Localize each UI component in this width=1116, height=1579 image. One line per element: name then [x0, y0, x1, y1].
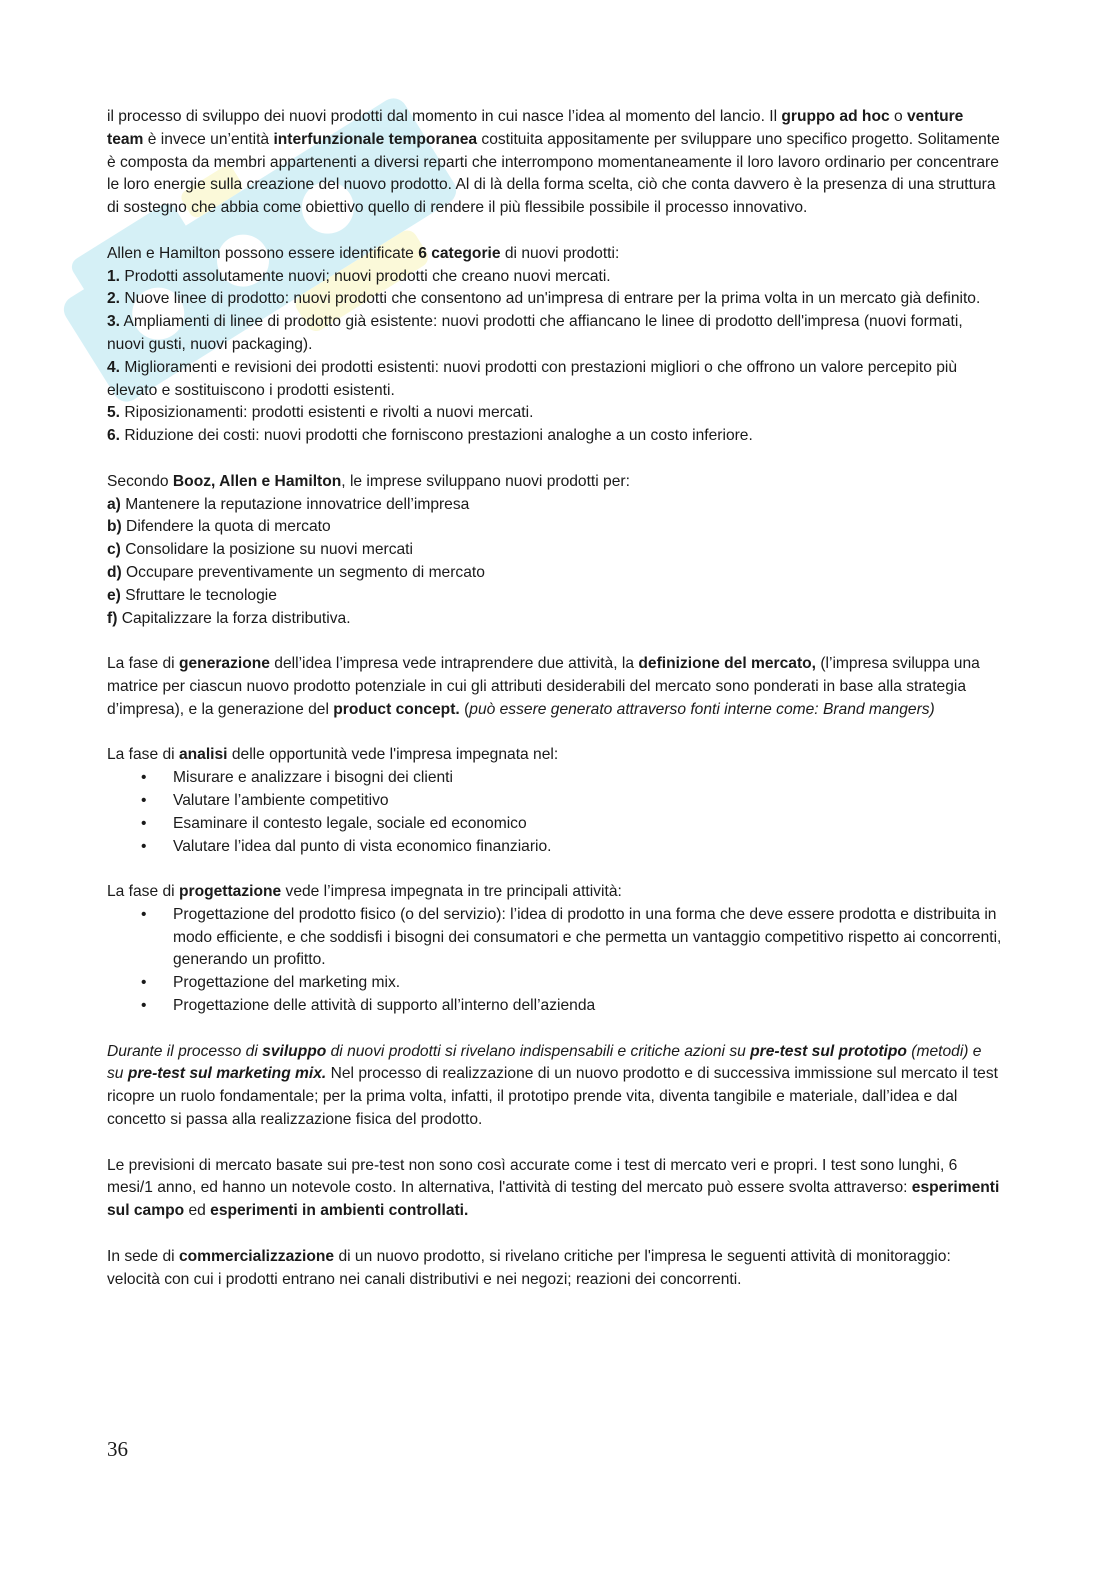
design-intro	[107, 881, 1002, 904]
item-letter: c)	[107, 541, 121, 559]
bold-term: esperimenti sul campo	[107, 1179, 1000, 1220]
bold-term: Booz, Allen e Hamilton	[172, 472, 342, 490]
text-run: è invece un’entità	[143, 130, 274, 148]
bold-term: venture team	[107, 108, 964, 148]
text-run: costituita appositamente per sviluppare uno specifico progetto. Solitamente è composta da membri appartenenti a diversi reparti che interrompono momentaneamente il loro lavoro ordinario per concentrare le loro energie sulla creazione del nuovo prodotto. Al di là della forma scelta, ciò che conta davvero è la presenza di una struttura di sostegno che abbia come obiettivo quello di rendere il più flessibile possibile il processo innovativo.	[107, 130, 1000, 217]
text-run: Le previsioni di mercato basate sui pre-test non sono così accurate come i test di mercato veri e propri. I test sono lunghi, 6 mesi/1 anno, ed hanno un notevole costo. In alternativa, l'attività di testing del mercato può essere svolta attraverso:	[107, 1156, 958, 1197]
categories-intro	[107, 243, 1002, 266]
bold-term: esperimenti in ambienti controllati.	[210, 1202, 469, 1220]
reasons-intro	[107, 471, 1002, 494]
document-body	[107, 106, 1002, 1314]
text-run: (	[459, 700, 470, 718]
item-text: Occupare preventivamente un segmento di mercato	[121, 563, 485, 581]
bold-term: progettazione	[178, 883, 282, 901]
item-text: Riduzione dei costi: nuovi prodotti che forniscono prestazioni analoghe a un costo inferiore.	[120, 427, 753, 445]
bullet-item: • Progettazione del marketing mix.	[107, 972, 1002, 995]
list-item	[107, 425, 1002, 448]
item-number: 5.	[107, 404, 121, 422]
item-letter: d)	[107, 563, 122, 581]
paragraph-team	[107, 106, 1002, 220]
list-item	[107, 402, 1002, 425]
text-run: Nel processo di realizzazione di un nuovo prodotto e di successiva immissione sul mercato il test ricopre un ruolo fondamentale; per la prima volta, infatti, il prototipo prende vita, diventa tangibile e materiale, dall’idea e dal concetto si passa alla realizzazione fisica del prodotto.	[107, 1065, 998, 1129]
design-bullet-list	[107, 904, 1002, 1018]
text-run: Secondo	[107, 472, 173, 490]
item-text: Difendere la quota di mercato	[121, 518, 331, 536]
list-item	[107, 516, 1002, 539]
bold-term: interfunzionale temporanea	[273, 130, 478, 148]
bullet-item: • Progettazione delle attività di supporto all’interno dell’azienda	[107, 995, 1002, 1018]
bold-term: gruppo ad hoc	[781, 108, 890, 125]
item-text: Mantenere la reputazione innovatrice dell’impresa	[120, 495, 470, 513]
bold-term: analisi	[178, 746, 228, 764]
text-run: di un nuovo prodotto, si rivelano critiche per l'impresa le seguenti attività di monitoraggio: velocità con cui i prodotti entrano nei canali distributivi e nei negozi; reazioni dei concorrenti.	[107, 1247, 951, 1288]
text-run: La fase di	[107, 883, 179, 901]
bold-term: commercializzazione	[178, 1247, 335, 1265]
text-run: Allen e Hamilton possono essere identificate	[107, 244, 419, 262]
analysis-bullet-list	[107, 767, 1002, 858]
item-number: 1.	[107, 267, 121, 285]
item-number: 6.	[107, 427, 121, 445]
bold-italic-term: sviluppo	[262, 1042, 327, 1060]
text-run: In sede di	[107, 1247, 179, 1265]
text-run: di nuovi prodotti:	[500, 244, 620, 262]
item-text: Nuove linee di prodotto: nuovi prodotti che consentono ad un'impresa di entrare per la prima volta in un mercato già definito.	[120, 290, 981, 308]
item-number: 4.	[107, 358, 121, 376]
bold-term: product concept.	[333, 700, 460, 718]
bold-italic-term: pre-test sul marketing mix.	[127, 1065, 327, 1083]
bullet-item: • Progettazione del prodotto fisico (o del servizio): l’idea di prodotto in una forma che deve essere prodotta e distribuita in modo efficiente, e che soddisfi i bisogni dei consumatori e che permetta un vantaggio competitivo rispetto ai concorrenti, generando un profitto.	[107, 904, 1002, 972]
list-item	[107, 539, 1002, 562]
list-item	[107, 266, 1002, 289]
page-number: 36	[107, 1437, 128, 1461]
paragraph-categories	[107, 243, 1002, 448]
paragraph-development	[107, 1041, 1002, 1132]
bold-term: generazione	[178, 655, 270, 673]
italic-run: (metodi) e su	[107, 1042, 982, 1083]
text-run: delle opportunità vede l'impresa impegnata nel:	[227, 746, 559, 764]
text-run: vede l’impresa impegnata in tre principali attività:	[281, 883, 622, 901]
text-run: , le imprese sviluppano nuovi prodotti per:	[341, 472, 630, 490]
bullet-item: • Misurare e analizzare i bisogni dei clienti	[107, 767, 1002, 790]
item-text: Ampliamenti di linee di prodotto già esistente: nuovi prodotti che affiancano le linee di prodotto dell'impresa (nuovi formati, nuovi gusti, nuovi packaging).	[107, 313, 963, 353]
analysis-intro	[107, 744, 1002, 767]
list-item	[107, 494, 1002, 517]
list-item	[107, 585, 1002, 608]
bold-term: 6 categorie	[418, 244, 501, 262]
item-letter: a)	[107, 495, 121, 513]
list-item	[107, 311, 1002, 357]
list-item	[107, 288, 1002, 311]
item-number: 3.	[107, 313, 121, 331]
bullet-item: • Valutare l’ambiente competitivo	[107, 790, 1002, 813]
item-text: Prodotti assolutamente nuovi; nuovi prodotti che creano nuovi mercati.	[120, 267, 611, 285]
text-run: ed	[184, 1202, 211, 1220]
list-item	[107, 608, 1002, 631]
text-run: il processo di sviluppo dei nuovi prodotti dal momento in cui nasce l’idea al momento del lancio. Il	[107, 108, 782, 125]
bullet-item: • Esaminare il contesto legale, sociale ed economico	[107, 813, 1002, 836]
item-text: Riposizionamenti: prodotti esistenti e rivolti a nuovi mercati.	[120, 404, 534, 422]
paragraph-forecast	[107, 1155, 1002, 1223]
paragraph-generation	[107, 653, 1002, 721]
italic-run: di nuovi prodotti si rivelano indispensabili e critiche azioni su	[326, 1042, 751, 1060]
italic-note: può essere generato attraverso fonti interne come: Brand mangers)	[469, 700, 935, 718]
item-letter: b)	[107, 518, 122, 536]
item-letter: e)	[107, 586, 121, 604]
text-run: La fase di	[107, 655, 179, 673]
text-run: o	[889, 108, 907, 125]
text-run: La fase di	[107, 746, 179, 764]
text-run: dell’idea l’impresa vede intraprendere due attività, la	[269, 655, 639, 673]
item-text: Consolidare la posizione su nuovi mercati	[120, 541, 413, 559]
bold-italic-term: pre-test sul prototipo	[750, 1042, 907, 1060]
item-text: Sfruttare le tecnologie	[120, 586, 277, 604]
bold-term: definizione del mercato,	[638, 655, 817, 673]
item-text: Capitalizzare la forza distributiva.	[117, 609, 351, 627]
bullet-item: • Valutare l’idea dal punto di vista economico finanziario.	[107, 836, 1002, 859]
item-text: Miglioramenti e revisioni dei prodotti esistenti: nuovi prodotti con prestazioni migliori o che offrono un valore percepito più elevato e sostituiscono i prodotti esistenti.	[107, 358, 958, 399]
paragraph-reasons	[107, 471, 1002, 631]
text-run: (l’impresa sviluppa una matrice per ciascun nuovo prodotto potenziale in cui gli attributi desiderabili del mercato sono ponderati in base alla strategia d’impresa), e la generazione del	[107, 655, 980, 718]
list-item	[107, 357, 1002, 403]
italic-run: Durante il processo di	[107, 1042, 263, 1060]
paragraph-commercial	[107, 1246, 1002, 1292]
item-number: 2.	[107, 290, 121, 308]
item-letter: f)	[107, 609, 118, 627]
list-item	[107, 562, 1002, 585]
